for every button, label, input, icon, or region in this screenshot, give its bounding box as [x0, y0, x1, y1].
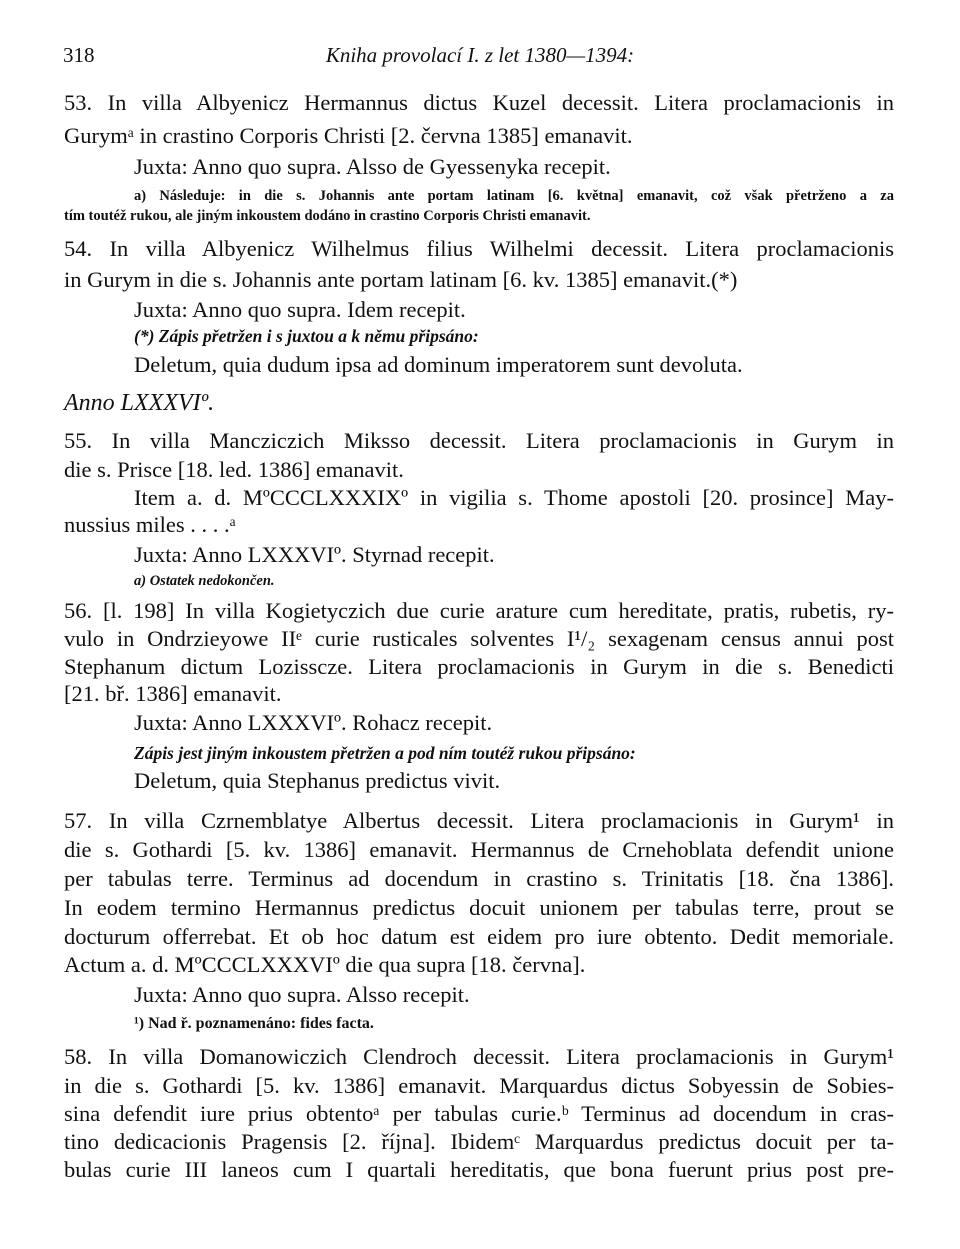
entry-57-line-1: 57. In villa Czrnemblatye Albertus decessit. Litera proclamacionis in Gurym¹ in: [64, 808, 894, 833]
entry-57-line-5: docturum offerrebat. Et ob hoc datum est eidem pro iure obtento. Dedit memoriale.: [64, 924, 894, 949]
footnote-53-a-line-2: tím toutéž rukou, ale jiným inkoustem dodáno in crastino Corporis Christi emanavit.: [64, 208, 591, 224]
entry-56-deletum: Deletum, quia Stephanus predictus vivit.: [134, 768, 501, 793]
entry-57-line-2: die s. Gothardi [5. kv. 1386] emanavit. Hermannus de Crnehoblata defendit unione: [64, 837, 894, 862]
running-title: Kniha provolací I. z let 1380—1394:: [325, 43, 635, 67]
entry-56-line-3: Stephanum dictum Lozisscze. Litera proclamacionis in Gurym in die s. Benedicti: [64, 654, 894, 679]
year-heading: Anno LXXXVIº.: [64, 390, 215, 416]
page-number: 318: [63, 43, 95, 67]
entry-55-line-2: die s. Prisce [18. led. 1386] emanavit.: [64, 457, 404, 482]
entry-56-juxta: Juxta: Anno LXXXVIº. Rohacz recepit.: [134, 710, 493, 735]
footnote-53-a-line-1: a) Následuje: in die s. Johannis ante portam latinam [6. května] emanavit, což však přetrženo a za: [134, 188, 894, 204]
entry-54-note: (*) Zápis přetržen i s juxtou a k němu připsáno:: [134, 326, 479, 346]
entry-57-line-6: Actum a. d. MºCCCLXXXVIº die qua supra [18. června].: [64, 952, 586, 977]
entry-58-line-4: tino dedicacionis Pragensis [2. října]. Ibidemᶜ Marquardus predictus docuit per ta-: [64, 1129, 894, 1154]
entry-54-line-2: in Gurym in die s. Johannis ante portam latinam [6. kv. 1385] emanavit.(*): [64, 267, 738, 292]
entry-56-note: Zápis jest jiným inkoustem přetržen a pod ním toutéž rukou připsáno:: [134, 743, 636, 763]
entry-55-line-1: 55. In villa Mancziczich Miksso decessit. Litera proclamacionis in Gurym in: [64, 428, 894, 453]
entry-55-line-3: Item a. d. MºCCCLXXXIXº in vigilia s. Thome apostoli [20. prosince] May-: [134, 485, 894, 510]
entry-55-juxta: Juxta: Anno LXXXVIº. Styrnad recepit.: [134, 542, 495, 567]
entry-56-line-4: [21. bř. 1386] emanavit.: [64, 681, 282, 706]
entry-58-line-1: 58. In villa Domanowiczich Clendroch decessit. Litera proclamacionis in Gurym¹: [64, 1044, 894, 1069]
entry-58-line-3: sina defendit iure prius obtentoᵃ per tabulas curie.ᵇ Terminus ad docendum in cras-: [64, 1101, 894, 1126]
entry-54-deletum: Deletum, quia dudum ipsa ad dominum imperatorem sunt devoluta.: [134, 352, 743, 377]
entry-54-juxta: Juxta: Anno quo supra. Idem recepit.: [134, 297, 466, 322]
footnote-57-1: ¹) Nad ř. poznamenáno: fides facta.: [134, 1015, 374, 1032]
footnote-55-a: a) Ostatek nedokončen.: [134, 573, 275, 589]
entry-58-line-2: in die s. Gothardi [5. kv. 1386] emanavit. Marquardus dictus Sobyessin de Sobies-: [64, 1073, 894, 1098]
entry-57-line-3: per tabulas terre. Terminus ad docendum in crastino s. Trinitatis [18. čna 1386].: [64, 866, 894, 891]
entry-57-line-4: In eodem termino Hermannus predictus docuit unionem per tabulas terre, prout se: [64, 895, 894, 920]
entry-57-juxta: Juxta: Anno quo supra. Alsso recepit.: [134, 982, 470, 1007]
entry-58-line-5: bulas curie III laneos cum I quartali hereditatis, que bona fuerunt prius post pre-: [64, 1157, 894, 1182]
entry-56-line-2: vulo in Ondrzieyowe IIᵉ curie rusticales solventes I¹/₂ sexagenam census annui post: [64, 626, 894, 651]
entry-55-line-4: nussius miles . . . .ᵃ: [64, 512, 236, 537]
entry-53-line-2: Gurymᵃ in crastino Corporis Christi [2. června 1385] emanavit.: [64, 123, 633, 148]
entry-53-juxta: Juxta: Anno quo supra. Alsso de Gyessenyka recepit.: [134, 154, 611, 179]
entry-56-line-1: 56. [l. 198] In villa Kogietyczich due curie arature cum hereditate, pratis, rubetis, ry-: [64, 598, 894, 623]
entry-53-line-1: 53. In villa Albyenicz Hermannus dictus Kuzel decessit. Litera proclamacionis in: [64, 90, 894, 115]
entry-54-line-1: 54. In villa Albyenicz Wilhelmus filius Wilhelmi decessit. Litera proclamacionis: [64, 236, 894, 261]
